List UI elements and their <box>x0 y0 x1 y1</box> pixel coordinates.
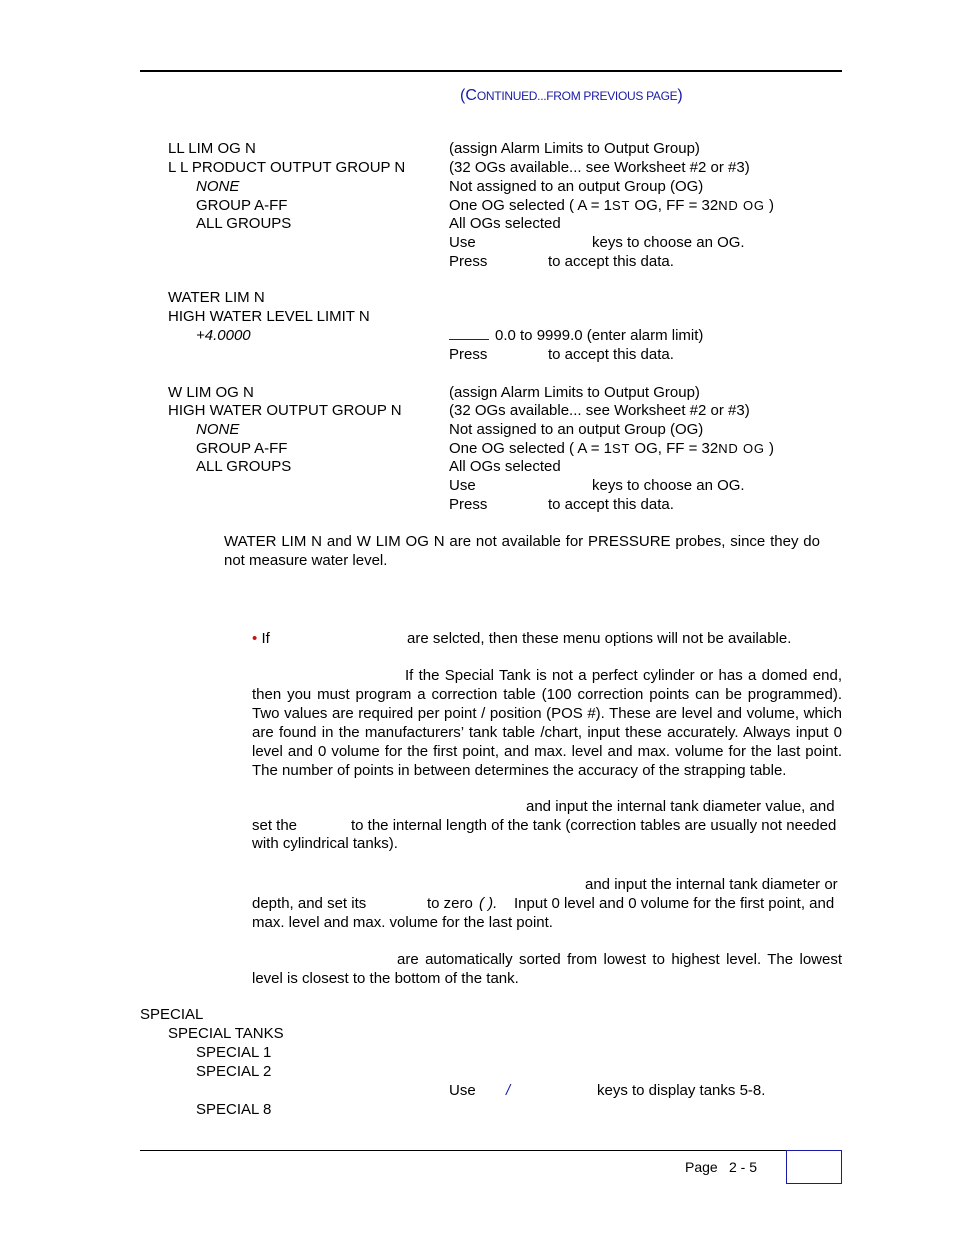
bullet-note: • If <box>252 630 270 647</box>
w-desc-assign: (assign Alarm Limits to Output Group) <box>449 384 700 401</box>
ll-desc-use: Use <box>449 234 476 251</box>
w-option-none: NONE <box>196 421 240 438</box>
special-tanks-menu: SPECIAL TANKS <box>168 1025 284 1042</box>
w-lim-menu: W LIM OG N <box>168 384 254 401</box>
w-desc-not-assigned: Not assigned to an output Group (OG) <box>449 421 704 438</box>
w-desc-all-selected: All OGs selected <box>449 458 561 475</box>
cyl-para-line1: and input the internal tank diameter value, and <box>526 798 835 815</box>
ll-desc-all-selected: All OGs selected <box>449 215 561 232</box>
rect-para-zero: to zero <box>427 895 473 912</box>
special-use: Use <box>449 1082 476 1099</box>
cyl-para-line2: to the internal length of the tank (correction tables are usually not needed <box>351 817 837 834</box>
bullet-note-rest: are selcted, then these menu options will not be available. <box>407 630 792 647</box>
special-para-line1: If the Special Tank is not a perfect cylinder or has a domed end, <box>405 667 842 684</box>
ll-option-group: GROUP A-FF <box>196 197 288 214</box>
high-water-level-limit-menu: HIGH WATER LEVEL LIMIT N <box>168 308 370 325</box>
w-desc-use: Use <box>449 477 476 494</box>
water-lim-range: 0.0 to 9999.0 (enter alarm limit) <box>449 326 703 345</box>
rect-para-paren: ( ). <box>479 895 498 912</box>
special-slash: / <box>506 1082 511 1099</box>
w-desc-press-rest: to accept this data. <box>548 496 674 513</box>
ll-desc-not-assigned: Not assigned to an output Group (OG) <box>449 178 704 195</box>
special-tank-paragraph: then you must program a correction table (100 correction points can be programmed). Two values are required per point / position (POS #). These are level and volume, which are found in the manufacturers’ tank table /chart, input these accurately. Always input 0 level and 0 volume for the first point, and max. level and max. volume for the last point. The number of points in between determines the accuracy of the strapping table. <box>252 686 842 779</box>
bullet-icon: • <box>252 630 258 647</box>
special-1-item: SPECIAL 1 <box>196 1044 272 1061</box>
ll-desc-press: Press <box>449 253 488 270</box>
water-desc-press-rest: to accept this data. <box>548 346 674 363</box>
special-8-item: SPECIAL 8 <box>196 1101 272 1118</box>
ll-desc-use-rest: keys to choose an OG. <box>592 234 745 251</box>
rect-para-input: Input 0 level and 0 volume for the first point, and <box>514 895 835 912</box>
pressure-probe-note: WATER LIM N and W LIM OG N are not available for PRESSURE probes, since they do not measure water level. <box>224 533 820 569</box>
rect-para-line3: max. level and max. volume for the last point. <box>252 914 553 931</box>
sort-para-line1: are automatically sorted from lowest to highest level. The lowest <box>397 951 842 968</box>
ll-option-none: NONE <box>196 178 240 195</box>
ll-option-all: ALL GROUPS <box>196 215 292 232</box>
special-use-rest: keys to display tanks 5-8. <box>597 1082 766 1099</box>
high-water-output-group-menu: HIGH WATER OUTPUT GROUP N <box>168 402 402 419</box>
footer-rule <box>140 1150 842 1151</box>
ll-desc-press-rest: to accept this data. <box>548 253 674 270</box>
w-desc-available: (32 OGs available... see Worksheet #2 or #3) <box>449 402 750 419</box>
cyl-para-set-the: set the <box>252 817 298 834</box>
ll-desc-available: (32 OGs available... see Worksheet #2 or #3) <box>449 159 750 176</box>
water-lim-value: +4.0000 <box>196 327 251 344</box>
water-desc-press: Press <box>449 346 488 363</box>
w-option-group: GROUP A-FF <box>196 440 288 457</box>
sort-para-line2: level is closest to the bottom of the tank. <box>252 970 519 987</box>
special-2-item: SPECIAL 2 <box>196 1063 272 1080</box>
continued-header: (CONTINUED...FROM PREVIOUS PAGE) <box>460 87 683 104</box>
ll-product-output-group-menu: L L PRODUCT OUTPUT GROUP N <box>168 159 406 176</box>
ll-desc-one-og: One OG selected ( A = 1ST OG, FF = 32ND OG ) <box>449 197 774 214</box>
special-menu: SPECIAL <box>140 1006 204 1023</box>
rect-para-line1: and input the internal tank diameter or <box>585 876 838 893</box>
page-number: 2 - 5 <box>729 1159 758 1175</box>
cyl-para-line3: with cylindrical tanks). <box>252 835 398 852</box>
w-desc-press: Press <box>449 496 488 513</box>
header-rule <box>140 70 842 72</box>
water-lim-menu: WATER LIM N <box>168 289 265 306</box>
rect-para-depth: depth, and set its <box>252 895 367 912</box>
w-desc-one-og: One OG selected ( A = 1ST OG, FF = 32ND OG ) <box>449 440 774 457</box>
ll-lim-menu: LL LIM OG N <box>168 140 256 157</box>
w-desc-use-rest: keys to choose an OG. <box>592 477 745 494</box>
ll-desc-assign: (assign Alarm Limits to Output Group) <box>449 140 700 157</box>
page-tab-box <box>786 1150 842 1184</box>
page-label: Page <box>685 1159 718 1175</box>
value-entry-blank <box>449 326 489 340</box>
w-option-all: ALL GROUPS <box>196 458 292 475</box>
